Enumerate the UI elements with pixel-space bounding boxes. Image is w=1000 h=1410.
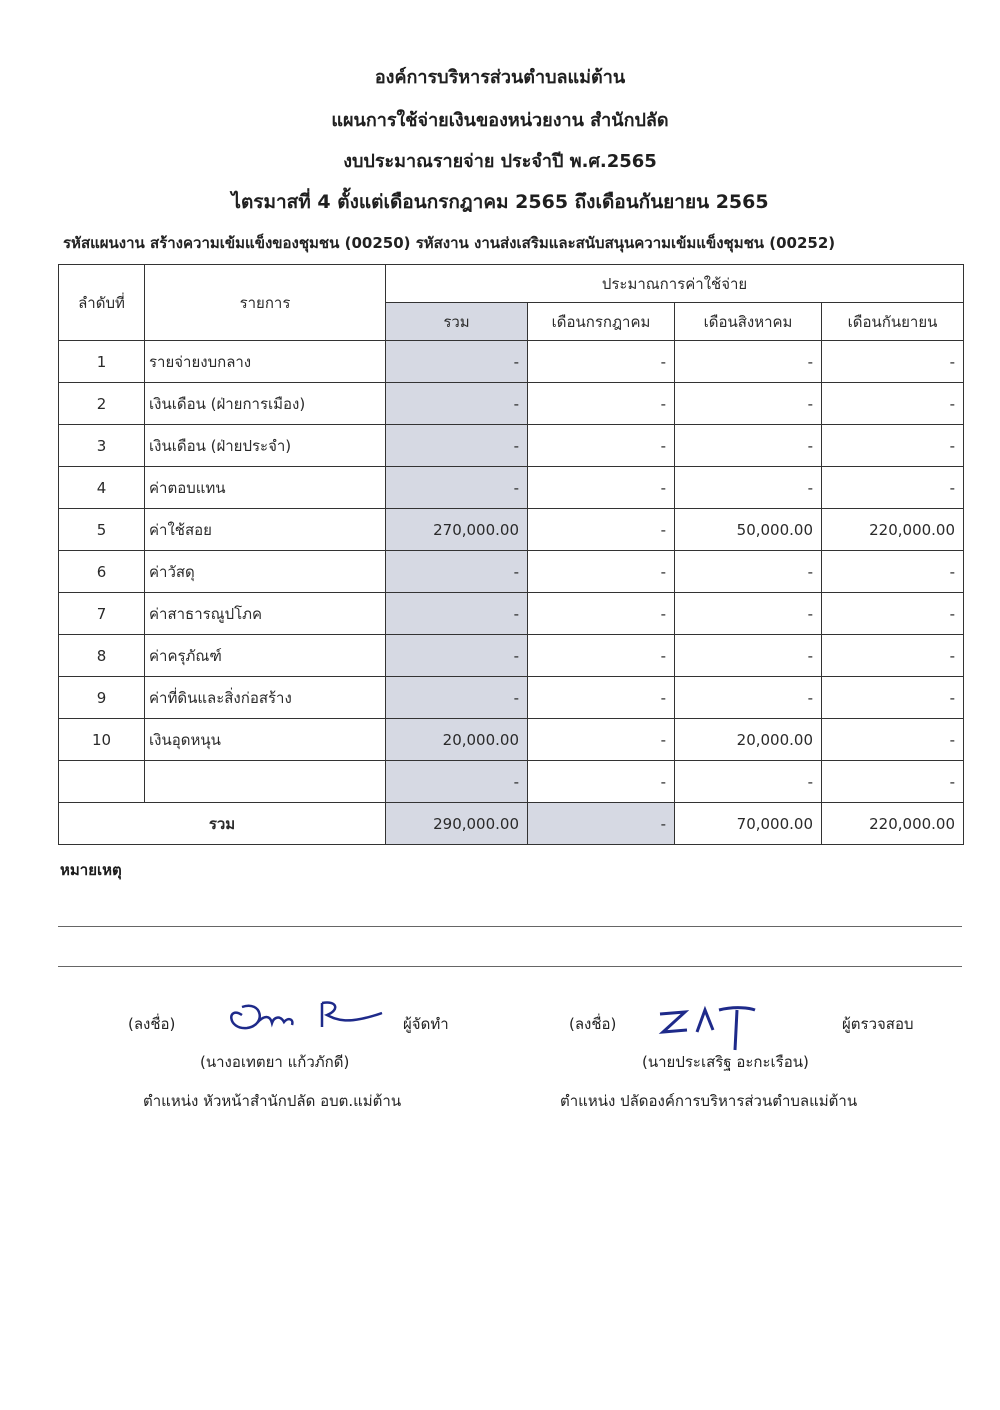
row-total: - <box>386 341 528 383</box>
budget-table <box>58 264 964 845</box>
row-august: - <box>675 341 822 383</box>
header-september: เดือนกันยายน <box>822 303 964 341</box>
row-august: - <box>675 467 822 509</box>
row-total: - <box>386 593 528 635</box>
row-september: - <box>822 719 964 761</box>
row-september: - <box>822 761 964 803</box>
row-item <box>145 761 386 803</box>
table-row <box>59 635 964 677</box>
row-july: - <box>528 425 675 467</box>
row-september: - <box>822 467 964 509</box>
table-row <box>59 467 964 509</box>
row-august: 50,000.00 <box>675 509 822 551</box>
total-sum: 290,000.00 <box>386 803 528 845</box>
row-total: - <box>386 551 528 593</box>
left-sign-label: (ลงชื่อ) <box>128 1015 176 1033</box>
left-role: ผู้จัดทำ <box>403 1015 449 1033</box>
row-total: 270,000.00 <box>386 509 528 551</box>
row-item: ค่าวัสดุ <box>145 551 386 593</box>
row-july: - <box>528 509 675 551</box>
row-july: - <box>528 719 675 761</box>
row-august: - <box>675 761 822 803</box>
remark-label: หมายเหตุ <box>60 861 122 879</box>
row-number: 4 <box>59 467 145 509</box>
row-item: เงินอุดหนุน <box>145 719 386 761</box>
right-name: (นายประเสริฐ อะกะเรือน) <box>642 1053 809 1071</box>
row-total: - <box>386 383 528 425</box>
row-number <box>59 761 145 803</box>
row-september: 220,000.00 <box>822 509 964 551</box>
row-number: 6 <box>59 551 145 593</box>
table-row <box>59 383 964 425</box>
row-item: ค่าครุภัณฑ์ <box>145 635 386 677</box>
row-august: 20,000.00 <box>675 719 822 761</box>
quarter-title: ไตรมาสที่ 4 ตั้งแต่เดือนกรกฎาคม 2565 ถึงเดือนกันยายน 2565 <box>231 191 769 213</box>
table-row <box>59 593 964 635</box>
table-row <box>59 425 964 467</box>
row-july: - <box>528 677 675 719</box>
row-september: - <box>822 635 964 677</box>
row-number: 7 <box>59 593 145 635</box>
row-total: - <box>386 761 528 803</box>
table-row <box>59 509 964 551</box>
table-row <box>59 341 964 383</box>
row-total: 20,000.00 <box>386 719 528 761</box>
row-total: - <box>386 467 528 509</box>
row-september: - <box>822 551 964 593</box>
row-july: - <box>528 341 675 383</box>
row-number: 10 <box>59 719 145 761</box>
row-number: 3 <box>59 425 145 467</box>
row-total: - <box>386 425 528 467</box>
header-july: เดือนกรกฎาคม <box>528 303 675 341</box>
org-title: องค์การบริหารส่วนตำบลแม่ต้าน <box>374 67 626 88</box>
right-role: ผู้ตรวจสอบ <box>842 1015 914 1033</box>
row-september: - <box>822 677 964 719</box>
row-item: เงินเดือน (ฝ่ายประจำ) <box>145 425 386 467</box>
plan-code-line: รหัสแผนงาน สร้างความเข้มแข็งของชุมชน (00250) รหัสงาน งานส่งเสริมและสนับสนุนความเข้มแข็งชุมชน (00252) <box>63 234 836 252</box>
row-july: - <box>528 593 675 635</box>
right-position: ตำแหน่ง ปลัดองค์การบริหารส่วนตำบลแม่ต้าน <box>560 1092 858 1110</box>
row-item: ค่าสาธารณูปโภค <box>145 593 386 635</box>
row-total: - <box>386 635 528 677</box>
header-august: เดือนสิงหาคม <box>675 303 822 341</box>
remark-line-2 <box>58 966 962 967</box>
plan-title: แผนการใช้จ่ายเงินของหน่วยงาน สำนักปลัด <box>331 110 669 131</box>
total-row <box>59 803 964 845</box>
left-name: (นางอเทตยา แก้วภักดี) <box>200 1053 350 1071</box>
left-signature-mark <box>222 995 392 1040</box>
header-estimate-group: ประมาณการค่าใช้จ่าย <box>386 265 964 303</box>
row-august: - <box>675 677 822 719</box>
remark-line-1 <box>58 926 962 927</box>
row-july: - <box>528 761 675 803</box>
table-row <box>59 551 964 593</box>
table-row <box>59 719 964 761</box>
total-september: 220,000.00 <box>822 803 964 845</box>
row-number: 9 <box>59 677 145 719</box>
header-total: รวม <box>386 303 528 341</box>
row-september: - <box>822 593 964 635</box>
row-august: - <box>675 383 822 425</box>
row-item: ค่าใช้สอย <box>145 509 386 551</box>
row-number: 8 <box>59 635 145 677</box>
row-september: - <box>822 425 964 467</box>
row-september: - <box>822 341 964 383</box>
row-august: - <box>675 635 822 677</box>
row-item: ค่าที่ดินและสิ่งก่อสร้าง <box>145 677 386 719</box>
row-august: - <box>675 593 822 635</box>
row-august: - <box>675 425 822 467</box>
total-july: - <box>528 803 675 845</box>
row-september: - <box>822 383 964 425</box>
table-row <box>59 761 964 803</box>
left-position: ตำแหน่ง หัวหน้าสำนักปลัด อบต.แม่ต้าน <box>143 1092 402 1110</box>
row-item: เงินเดือน (ฝ่ายการเมือง) <box>145 383 386 425</box>
right-sign-label: (ลงชื่อ) <box>569 1015 617 1033</box>
row-total: - <box>386 677 528 719</box>
row-number: 5 <box>59 509 145 551</box>
row-july: - <box>528 383 675 425</box>
table-row <box>59 677 964 719</box>
row-july: - <box>528 635 675 677</box>
header-item: รายการ <box>145 265 386 341</box>
total-august: 70,000.00 <box>675 803 822 845</box>
row-number: 1 <box>59 341 145 383</box>
row-july: - <box>528 467 675 509</box>
header-no: ลำดับที่ <box>59 265 145 341</box>
row-item: รายจ่ายงบกลาง <box>145 341 386 383</box>
total-label: รวม <box>59 803 386 845</box>
row-number: 2 <box>59 383 145 425</box>
budget-year-title: งบประมาณรายจ่าย ประจำปี พ.ศ.2565 <box>343 151 657 172</box>
row-july: - <box>528 551 675 593</box>
row-item: ค่าตอบแทน <box>145 467 386 509</box>
row-august: - <box>675 551 822 593</box>
